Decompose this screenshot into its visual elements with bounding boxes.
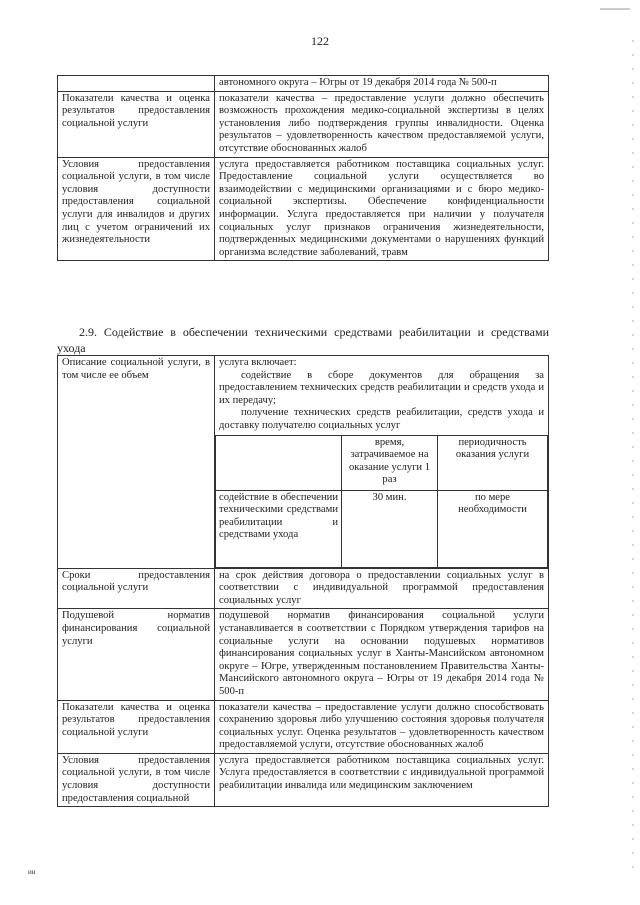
table-continued <box>57 75 549 261</box>
table-cell-label: Показатели качества и оценка результатов предоставления социальной услуги <box>58 700 215 753</box>
page-number: 122 <box>311 34 329 48</box>
table-cell-label: Описание социальной услуги, в том числе ее объем <box>58 356 215 569</box>
table-cell-value: подушевой норматив финансирования социальной услуги устанавливается в соответствии с Порядком утверждения тарифов на социальные услуги на основании подушевых нормативов финансирования социальных услуг в Ханты-Мансийском автономном округе – Югре, утвержденным постановлением Правительства Ханты-Мансийского автономного округа – Югры от 19 декабря 2014 года № 500-п <box>215 609 549 700</box>
sub-header-cell: периодичность оказания услуги <box>438 435 548 490</box>
table-row <box>58 157 549 261</box>
table-row <box>58 356 549 569</box>
table-cell-value: услуга предоставляется работником поставщика социальных услуг. Предоставление социальной услуги осуществляется во взаимодействии с медицинскими организациями и с бюро медико-социальной экспертизы. Обеспечение конфиденциальности информации. Услуга предоставляется при наличии у получателя социальных услуг признаков ограничения жизнедеятельности, подтвержденных медицинскими документами о нарушениях функций организма вследствие заболеваний, травм <box>215 157 549 261</box>
table-row <box>58 753 549 806</box>
table-row <box>58 609 549 700</box>
scan-artifact <box>600 8 630 10</box>
table-cell-value: показатели качества – предоставление услуги должно способствовать сохранению здоровья либо улучшению состояния здоровья получателя социальных услуг. Оценка результатов – удовлетворенность качеством предоставляемой услуги, отсутствие обоснованных жалоб <box>215 700 549 753</box>
sub-cell-frequency: по мере необходимости <box>438 490 548 567</box>
table-row <box>58 91 549 157</box>
table-cell-label <box>58 76 215 92</box>
table-cell-value: услуга предоставляется работником поставщика социальных услуг. Услуга предоставляется в соответствии с индивидуальной программой реабилитации инвалида или медицинским заключением <box>215 753 549 806</box>
sub-table-header <box>216 435 548 490</box>
table-cell-label: Условия предоставления социальной услуги, в том числе условия доступности предоставления социальной услуги для инвалидов и других лиц с учетом ограничений их жизнедеятельности <box>58 157 215 261</box>
description-intro: услуга включает: <box>219 357 297 368</box>
service-volume-table <box>215 435 548 568</box>
sub-cell-service: содействие в обеспечении техническими средствами реабилитации и средствами ухода <box>216 490 342 567</box>
table-row <box>58 700 549 753</box>
footer-mark: ии <box>28 868 36 876</box>
table-cell-label: Условия предоставления социальной услуги, в том числе условия доступности предоставления социальной <box>58 753 215 806</box>
table-cell-value: на срок действия договора о предоставлении социальных услуг в соответствии с индивидуальной программой предоставления социальных услуг <box>215 568 549 609</box>
description-item: получение технических средств реабилитации, средств ухода и доставку получателю социальных услуг <box>219 407 544 431</box>
sub-cell-time: 30 мин. <box>342 490 438 567</box>
table-cell-value: показатели качества – предоставление услуги должно обеспечить возможность прохождения медико-социальной экспертизы в целях установления либо подтверждения группы инвалидности. Оценка результатов – удовлетворенность качеством предоставляемой услуги, отсутствие обоснованных жалоб <box>215 91 549 157</box>
table-cell-description <box>215 356 549 569</box>
sub-header-cell: время, затрачиваемое на оказание услуги 1 раз <box>342 435 438 490</box>
table-cell-label: Сроки предоставления социальной услуги <box>58 568 215 609</box>
section-title: 2.9. Содействие в обеспечении техническими средствами реабилитации и средствами ухода <box>57 325 549 355</box>
description-item: содействие в сборе документов для обращения за предоставлением технических средств реабилитации и средств ухода и их передачу; <box>219 369 544 406</box>
table-row <box>58 568 549 609</box>
table-cell-label: Подушевой норматив финансирования социальной услуги <box>58 609 215 700</box>
sub-header-cell <box>216 435 342 490</box>
table-row <box>58 76 549 92</box>
sub-table-row <box>216 490 548 567</box>
table-cell-label: Показатели качества и оценка результатов предоставления социальной услуги <box>58 91 215 157</box>
table-cell-value: автономного округа – Югры от 19 декабря 2014 года № 500-п <box>215 76 549 92</box>
scan-edge-artifact <box>632 40 634 870</box>
service-table <box>57 355 549 807</box>
